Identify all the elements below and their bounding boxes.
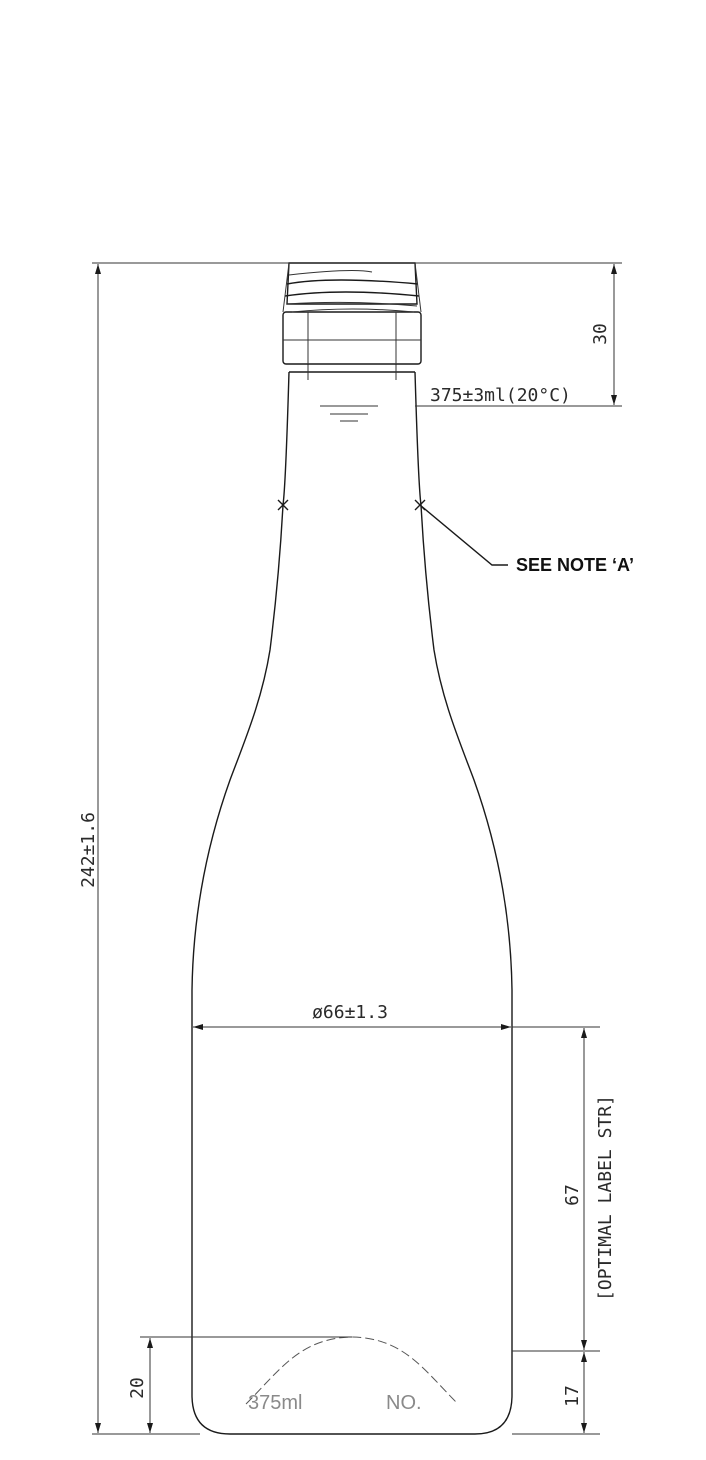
punt-height-dimension (140, 1337, 352, 1433)
see-note-label: SEE NOTE ‘A’ (516, 555, 635, 575)
fill-level-symbol (320, 406, 378, 421)
bottle-outline (192, 372, 512, 1434)
capacity-embossing: 375ml (248, 1392, 303, 1414)
finish-height-label: 30 (590, 323, 611, 345)
overall-height-dimension (92, 263, 289, 1434)
note-a-markers (278, 500, 508, 565)
number-embossing: NO. (386, 1392, 422, 1414)
overall-height-label: 242±1.6 (78, 812, 99, 888)
body-diameter-label: ø66±1.3 (312, 1002, 388, 1023)
fill-capacity-label: 375±3ml(20°C) (430, 385, 571, 406)
label-height-label: 67 (562, 1184, 583, 1206)
punt-height-label: 20 (127, 1377, 148, 1399)
neck-finish (283, 263, 421, 380)
label-note: [OPTIMAL LABEL STR] (595, 1095, 616, 1301)
base-height-label: 17 (562, 1385, 583, 1407)
label-height-dimension (512, 1027, 600, 1434)
